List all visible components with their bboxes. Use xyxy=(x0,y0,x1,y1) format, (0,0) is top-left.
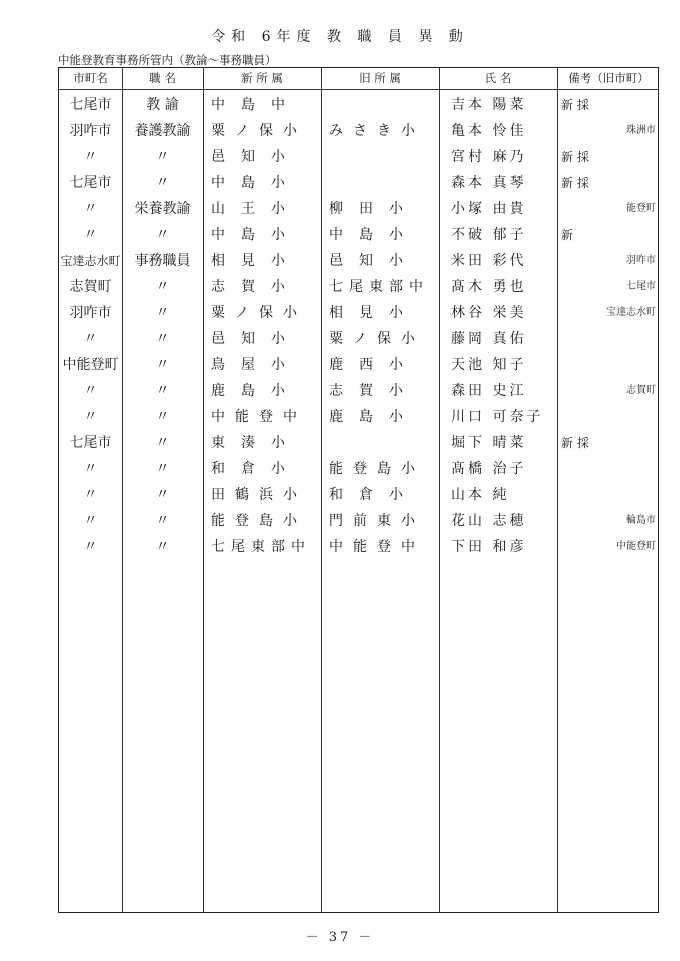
position-cell: 栄養教諭 xyxy=(134,201,191,217)
new-school-cell: 和倉小 xyxy=(211,461,301,477)
city-cell: 〃 xyxy=(83,409,98,425)
note-cell xyxy=(561,326,658,352)
name-cell: 森田 史江 xyxy=(451,383,527,399)
city-cell: 〃 xyxy=(83,227,98,243)
new-school-cell: 中島小 xyxy=(211,227,301,243)
new-school-cell: 志賀小 xyxy=(211,279,301,295)
header-old-school: 旧 所 属 xyxy=(359,71,401,85)
table-row xyxy=(59,482,658,508)
table-row xyxy=(59,248,658,274)
note-cell xyxy=(561,92,658,118)
position-cell: 〃 xyxy=(155,227,170,243)
name-cell: 亀本 怜佳 xyxy=(451,123,527,139)
table-row xyxy=(59,92,658,118)
table-row xyxy=(59,508,658,534)
old-school-cell: 志賀小 xyxy=(329,383,419,399)
header-city: 市町名 xyxy=(73,71,108,85)
name-cell: 川口 可奈子 xyxy=(451,409,544,425)
table-row xyxy=(59,300,658,326)
new-school-cell: 邑知小 xyxy=(211,331,301,347)
new-school-cell: 能登島小 xyxy=(211,513,307,529)
position-cell: 〃 xyxy=(155,513,170,529)
note-cell xyxy=(561,170,658,196)
city-cell: 〃 xyxy=(83,201,98,217)
note-cell xyxy=(561,482,658,508)
old-school-cell xyxy=(329,170,433,196)
table-row xyxy=(59,274,658,300)
position-cell: 〃 xyxy=(155,305,170,321)
old-school-cell: 七尾東部中 xyxy=(329,279,429,295)
section-subtitle: 中能登教育事務所管内（教論～事務職員） xyxy=(58,53,277,67)
old-school-cell: 中島小 xyxy=(329,227,419,243)
name-cell: 花山 志穂 xyxy=(451,513,527,529)
name-cell: 髙木 勇也 xyxy=(451,279,527,295)
note-previous-municipality: 能登町 xyxy=(626,203,656,214)
old-school-cell: 鹿西小 xyxy=(329,357,419,373)
old-school-cell: 相見小 xyxy=(329,305,419,321)
new-school-cell: 粟ノ保小 xyxy=(211,305,307,321)
table-row xyxy=(59,326,658,352)
note-cell xyxy=(561,274,658,300)
header-new-school: 新 所 属 xyxy=(241,71,283,85)
position-cell: 事務職員 xyxy=(134,253,191,269)
note-cell xyxy=(561,300,658,326)
name-cell: 山本 純 xyxy=(451,487,510,503)
new-school-cell: 東湊小 xyxy=(211,435,301,451)
position-cell: 〃 xyxy=(155,409,170,425)
old-school-cell: みさき小 xyxy=(329,123,425,139)
city-cell: 〃 xyxy=(83,383,98,399)
page-number: － 37 － xyxy=(305,930,375,945)
new-school-cell: 中島小 xyxy=(211,175,301,191)
old-school-cell xyxy=(329,92,433,118)
city-cell: 志賀町 xyxy=(69,279,112,295)
table-row xyxy=(59,404,658,430)
name-cell: 藤岡 真佑 xyxy=(451,331,527,347)
note-status: 新 採 xyxy=(561,436,589,450)
new-school-cell: 相見小 xyxy=(211,253,301,269)
note-previous-municipality: 羽咋市 xyxy=(626,255,656,266)
old-school-cell: 和倉小 xyxy=(329,487,419,503)
new-school-cell: 山王小 xyxy=(211,201,301,217)
header-position: 職 名 xyxy=(149,71,176,85)
city-cell: 〃 xyxy=(83,461,98,477)
new-school-cell: 鳥屋小 xyxy=(211,357,301,373)
personnel-table xyxy=(58,67,659,913)
position-cell: 〃 xyxy=(155,149,170,165)
table-row xyxy=(59,430,658,456)
new-school-cell: 鹿島小 xyxy=(211,383,301,399)
name-cell: 米田 彩代 xyxy=(451,253,527,269)
new-school-cell: 田鶴浜小 xyxy=(211,487,307,503)
note-cell xyxy=(561,404,658,430)
note-previous-municipality: 宝達志水町 xyxy=(606,307,656,318)
city-cell: 〃 xyxy=(83,513,98,529)
position-cell: 〃 xyxy=(155,461,170,477)
old-school-cell: 邑知小 xyxy=(329,253,419,269)
table-row xyxy=(59,352,658,378)
page-title: 令和 6年度 教 職 員 異 動 xyxy=(211,29,469,45)
name-cell: 吉本 陽菜 xyxy=(451,97,527,113)
old-school-cell: 柳田小 xyxy=(329,201,419,217)
old-school-cell: 粟ノ保小 xyxy=(329,331,425,347)
name-cell: 林谷 栄美 xyxy=(451,305,527,321)
note-cell xyxy=(561,456,658,482)
new-school-cell: 邑知小 xyxy=(211,149,301,165)
city-cell: 〃 xyxy=(83,487,98,503)
note-status: 新 採 xyxy=(561,98,589,112)
table-row xyxy=(59,196,658,222)
note-status: 新 xyxy=(561,228,574,242)
table-row xyxy=(59,534,658,560)
old-school-cell: 鹿島小 xyxy=(329,409,419,425)
name-cell: 天池 知子 xyxy=(451,357,527,373)
position-cell: 〃 xyxy=(155,383,170,399)
name-cell: 小塚 由貴 xyxy=(451,201,527,217)
name-cell: 森本 真琴 xyxy=(451,175,527,191)
table-row xyxy=(59,170,658,196)
city-cell: 七尾市 xyxy=(69,97,112,113)
note-cell xyxy=(561,248,658,274)
table-row xyxy=(59,118,658,144)
position-cell: 養護教諭 xyxy=(134,123,191,139)
note-previous-municipality: 七尾市 xyxy=(626,281,656,292)
old-school-cell: 中能登中 xyxy=(329,539,425,555)
note-cell xyxy=(561,222,658,248)
old-school-cell xyxy=(329,144,433,170)
new-school-cell: 七尾東部中 xyxy=(211,539,311,555)
name-cell: 下田 和彦 xyxy=(451,539,527,555)
note-previous-municipality: 志賀町 xyxy=(626,385,656,396)
position-cell: 〃 xyxy=(155,435,170,451)
table-row xyxy=(59,144,658,170)
city-cell: 七尾市 xyxy=(69,435,112,451)
note-cell xyxy=(561,534,658,560)
position-cell: 〃 xyxy=(155,357,170,373)
note-status: 新 採 xyxy=(561,176,589,190)
note-cell xyxy=(561,144,658,170)
city-cell: 羽咋市 xyxy=(69,123,112,139)
city-cell: 中能登町 xyxy=(62,357,119,373)
header-divider xyxy=(59,89,658,90)
note-cell xyxy=(561,196,658,222)
new-school-cell: 中島中 xyxy=(211,97,301,113)
position-cell: 〃 xyxy=(155,331,170,347)
new-school-cell: 中能登中 xyxy=(211,409,307,425)
name-cell: 髙橋 治子 xyxy=(451,461,527,477)
table-row xyxy=(59,222,658,248)
old-school-cell: 門前東小 xyxy=(329,513,425,529)
name-cell: 宮村 麻乃 xyxy=(451,149,527,165)
new-school-cell: 粟ノ保小 xyxy=(211,123,307,139)
note-cell xyxy=(561,352,658,378)
table-row xyxy=(59,378,658,404)
city-cell: 〃 xyxy=(83,149,98,165)
table-row xyxy=(59,456,658,482)
header-name: 氏 名 xyxy=(484,71,512,85)
name-cell: 不破 郁子 xyxy=(451,227,527,243)
note-cell xyxy=(561,508,658,534)
note-previous-municipality: 中能登町 xyxy=(616,541,656,552)
position-cell: 〃 xyxy=(155,279,170,295)
old-school-cell xyxy=(329,430,433,456)
header-note: 備考（旧市町） xyxy=(568,71,649,85)
position-cell: 〃 xyxy=(155,487,170,503)
name-cell: 堀下 晴菜 xyxy=(451,435,527,451)
city-cell: 〃 xyxy=(83,331,98,347)
note-cell xyxy=(561,378,658,404)
position-cell: 〃 xyxy=(155,175,170,191)
position-cell: 教 諭 xyxy=(146,97,179,113)
position-cell: 〃 xyxy=(155,539,170,555)
city-cell: 七尾市 xyxy=(69,175,112,191)
old-school-cell: 能登島小 xyxy=(329,461,425,477)
note-status: 新 採 xyxy=(561,150,589,164)
note-previous-municipality: 輪島市 xyxy=(626,515,656,526)
note-cell xyxy=(561,118,658,144)
city-cell: 宝達志水町 xyxy=(60,254,121,268)
note-cell xyxy=(561,430,658,456)
city-cell: 〃 xyxy=(83,539,98,555)
note-previous-municipality: 珠洲市 xyxy=(626,125,656,136)
city-cell: 羽咋市 xyxy=(69,305,112,321)
